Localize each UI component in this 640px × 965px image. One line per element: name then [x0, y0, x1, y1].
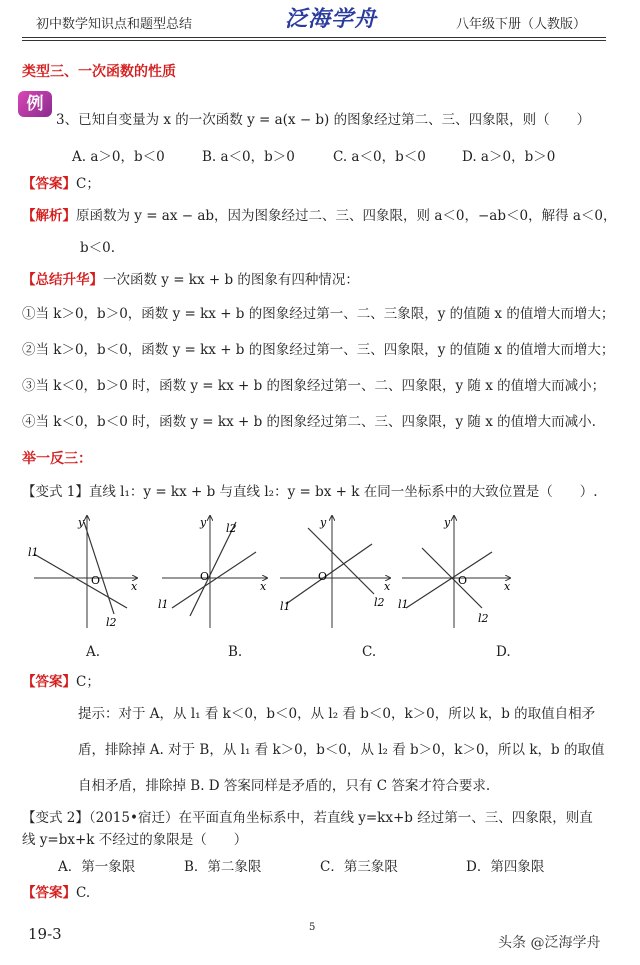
graph-choice-d: D. — [496, 644, 511, 660]
graph-d — [398, 516, 511, 628]
variant-2-option-b: B．第二象限 — [184, 859, 262, 875]
svg-text:l1: l1 — [28, 546, 39, 559]
svg-text:l1: l1 — [280, 600, 291, 613]
question-option-c: C. a＜0，b＜0 — [333, 149, 426, 165]
header-divider — [22, 37, 606, 38]
graph-c-l2 — [308, 528, 374, 594]
summary-label: 【总结升华】 — [22, 272, 103, 288]
graph-choice-c: C. — [362, 644, 377, 660]
svg-text:x: x — [260, 580, 267, 593]
graph-b — [158, 516, 267, 628]
answer-2-text: C； — [76, 674, 100, 690]
svg-text:O: O — [318, 570, 328, 583]
graph-c — [280, 516, 391, 628]
svg-text:y: y — [320, 516, 327, 529]
hint-line-3: 自相矛盾，排除掉 B. D 答案同样是矛盾的，只有 C 答案才符合要求. — [78, 778, 491, 794]
svg-text:O: O — [91, 574, 101, 587]
graph-choice-b: B. — [228, 644, 243, 660]
answer-2-label: 【答案】 — [22, 674, 76, 690]
svg-text:l2: l2 — [226, 522, 237, 535]
graph-a-l1 — [34, 554, 127, 608]
question-option-d: D. a＞0，b＞0 — [462, 149, 556, 165]
footer-watermark: 头条 @泛海学舟 — [498, 935, 601, 951]
graph-b-l2 — [190, 522, 236, 616]
answer-1-label: 【答案】 — [22, 176, 76, 192]
answer-1 — [22, 172, 100, 192]
variant-2-line-2: 线 y=bx+k 不经过的象限是（ ） — [22, 832, 248, 848]
svg-text:O: O — [200, 570, 210, 583]
variant-2-option-c: C．第三象限 — [320, 859, 398, 875]
question-stem: 3、已知自变量为 x 的一次函数 y = a(x − b) 的图象经过第二、三、四象限，则（ ） — [56, 112, 591, 128]
example-badge: 例 — [18, 91, 52, 117]
graph-choice-a: A. — [86, 644, 101, 660]
answer-1-text: C； — [76, 176, 100, 192]
summary-case-4: ④当 k＜0，b＜0 时，函数 y = kx + b 的图象经过第二、三、四象限，y 随 x 的值增大而减小. — [22, 414, 596, 430]
analysis-line-1 — [22, 204, 617, 224]
summary-intro-text: 一次函数 y = kx + b 的图象有四种情况： — [103, 272, 359, 288]
footer-page-number: 5 — [309, 922, 316, 933]
answer-2 — [22, 670, 100, 690]
svg-text:l1: l1 — [398, 598, 409, 611]
answer-3-label: 【答案】 — [22, 885, 76, 901]
summary-case-2: ②当 k＞0，b＜0，函数 y = kx + b 的图象经过第一、三、四象限，y 的值随 x 的值增大而增大； — [22, 342, 615, 358]
summary-case-3: ③当 k＜0，b＞0 时，函数 y = kx + b 的图象经过第一、二、四象限，y 随 x 的值增大而减小； — [22, 378, 606, 394]
graph-a-l2 — [84, 522, 114, 614]
header-brand: 泛海学舟 — [285, 6, 378, 32]
summary-case-1: ①当 k＞0，b＞0，函数 y = kx + b 的图象经过第一、二、三象限，y 的值随 x 的值增大而增大； — [22, 306, 615, 322]
hint-line-2: 盾，排除掉 A. 对于 B，从 l₁ 看 k＞0，b＜0，从 l₂ 看 b＞0，k＞0，所以 k，b 的取值 — [78, 742, 605, 758]
analysis-line-2: b＜0. — [80, 240, 116, 256]
header-left-title: 初中数学知识点和题型总结 — [36, 17, 193, 32]
svg-text:x: x — [131, 580, 138, 593]
graph-c-l1 — [286, 544, 372, 604]
variant-2-option-a: A．第一象限 — [58, 859, 136, 875]
graph-a — [28, 516, 138, 629]
variant-2-option-d: D．第四象限 — [466, 859, 545, 875]
section-title: 类型三、一次函数的性质 — [22, 64, 176, 80]
svg-text:O: O — [458, 574, 468, 587]
svg-text:l1: l1 — [158, 598, 169, 611]
header-right-title: 八年级下册（人教版） — [456, 17, 587, 32]
practice-title: 举一反三： — [22, 451, 92, 467]
svg-text:l2: l2 — [106, 616, 117, 629]
answer-3-text: C. — [76, 885, 91, 901]
analysis-text-1: 原函数为 y = ax − ab，因为图象经过二、三、四象限，则 a＜0，−ab＜0，解得 a＜0， — [76, 208, 617, 224]
graph-b-l1 — [172, 552, 256, 608]
svg-text:x: x — [504, 580, 511, 593]
hint-line-1: 提示：对于 A，从 l₁ 看 k＜0，b＜0，从 l₂ 看 b＜0，k＞0，所以 k，b 的取值自相矛 — [78, 706, 596, 722]
svg-text:l2: l2 — [478, 612, 489, 625]
header-divider-thin — [22, 40, 606, 41]
svg-text:y: y — [200, 516, 207, 529]
svg-text:y: y — [444, 516, 451, 529]
summary-intro — [22, 268, 359, 288]
question-option-b: B. a＜0，b＞0 — [202, 149, 295, 165]
answer-3 — [22, 881, 90, 901]
analysis-label: 【解析】 — [22, 208, 76, 224]
svg-text:l2: l2 — [374, 596, 385, 609]
svg-text:x: x — [384, 580, 391, 593]
graph-d-l1 — [406, 552, 492, 608]
variant-1-graphs — [22, 508, 612, 638]
svg-text:y: y — [78, 516, 85, 529]
footer-chapter: 19-3 — [28, 925, 62, 943]
variant-2-line-1: 【变式 2】（2015•宿迁）在平面直角坐标系中，若直线 y=kx+b 经过第一、三、四象限，则直 — [22, 810, 593, 826]
question-option-a: A. a＞0，b＜0 — [72, 149, 165, 165]
variant-1-stem: 【变式 1】直线 l₁：y = kx + b 与直线 l₂：y = bx + k 在同一坐标系中的大致位置是（ ）. — [22, 484, 598, 500]
